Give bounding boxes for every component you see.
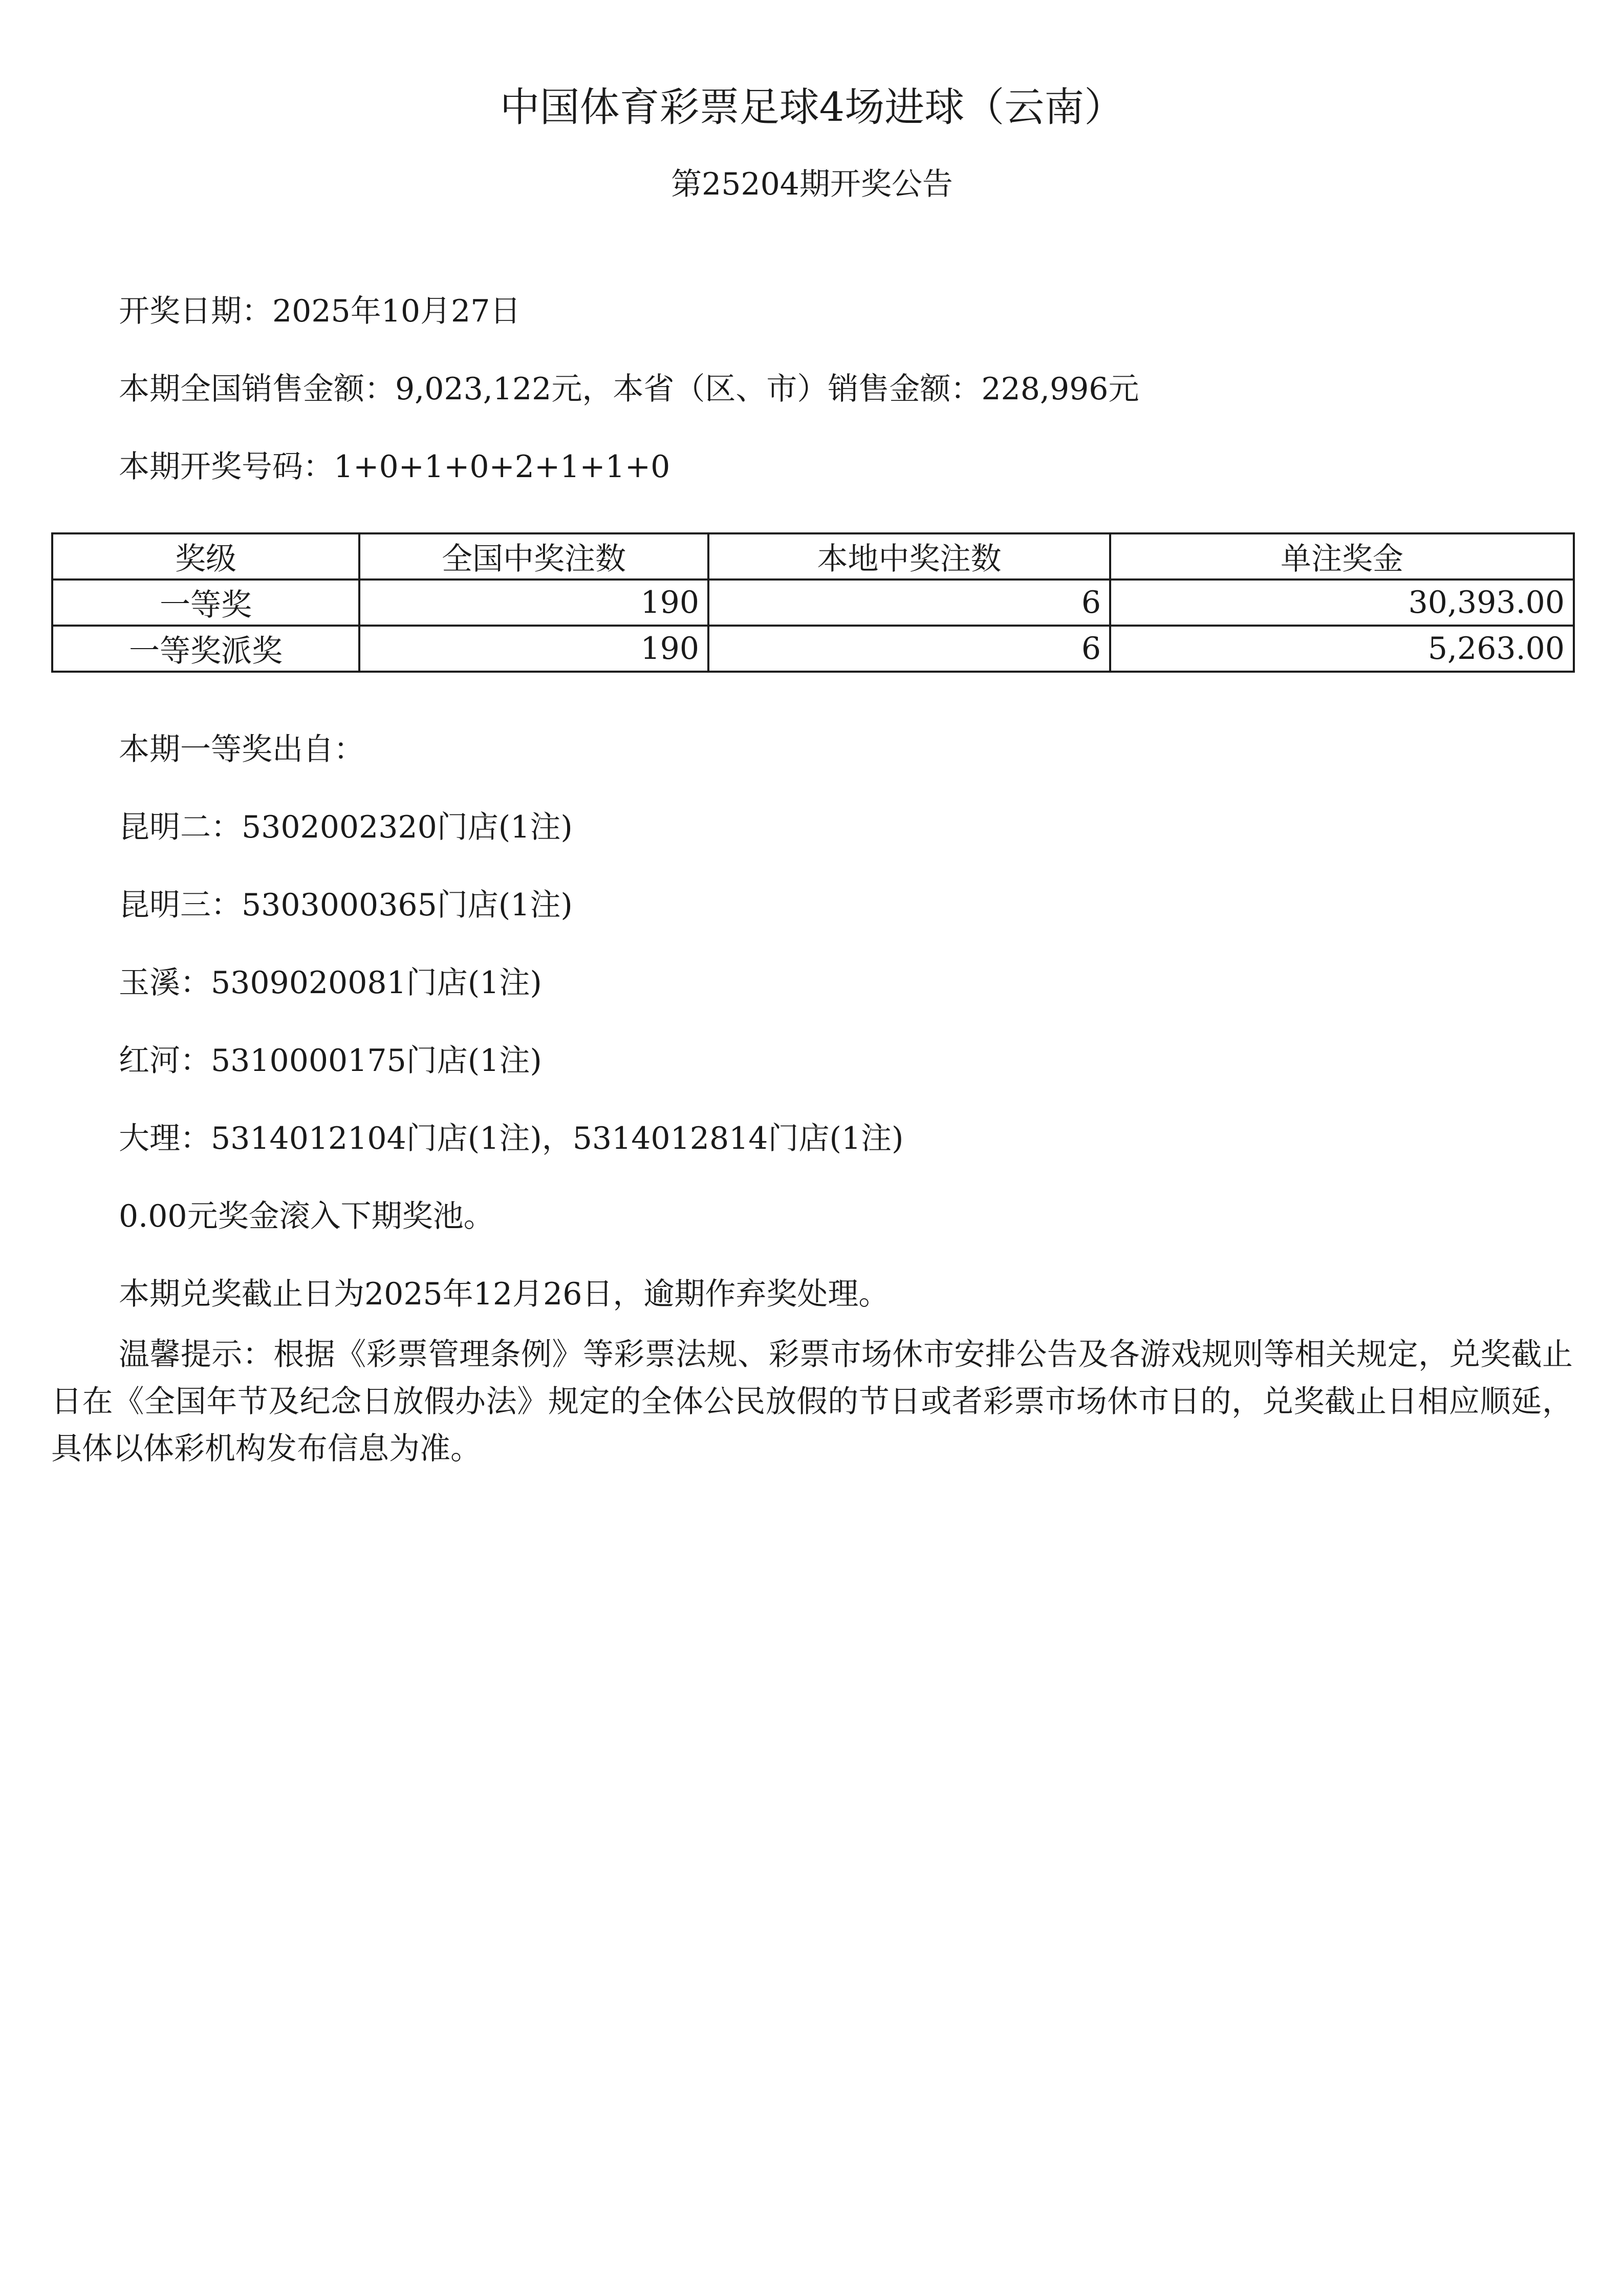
column-header-local-winners: 本地中奖注数 <box>708 533 1110 580</box>
reminder-notice: 温馨提示：根据《彩票管理条例》等彩票法规、彩票市场休市安排公告及各游戏规则等相关规定，兑奖截止日在《全国年节及纪念日放假办法》规定的全体公民放假的节日或者彩票市场休市日的，兑奖截止日相应顺延，具体以体彩机构发布信息为准。 <box>51 1337 1573 1467</box>
draw-date: 开奖日期：2025年10月27日 <box>119 293 521 329</box>
column-header-prize-amount: 单注奖金 <box>1110 533 1574 580</box>
prize-table <box>51 532 1575 673</box>
winner-store: 昆明二：5302002320门店(1注) <box>119 809 573 845</box>
cell-prize-amount: 5,263.00 <box>1110 626 1574 672</box>
cell-prize-amount: 30,393.00 <box>1110 580 1574 626</box>
claim-deadline: 本期兑奖截止日为2025年12月26日，逾期作弃奖处理。 <box>119 1276 890 1312</box>
winner-store: 红河：5310000175门店(1注) <box>119 1043 542 1079</box>
page-title: 中国体育彩票足球4场进球（云南） <box>500 84 1124 131</box>
table-header-row <box>52 533 1574 580</box>
table-row <box>52 626 1574 672</box>
cell-national-winners: 190 <box>359 626 708 672</box>
winning-numbers: 本期开奖号码：1+0+1+0+2+1+1+0 <box>119 449 670 485</box>
cell-local-winners: 6 <box>708 580 1110 626</box>
cell-prize-level: 一等奖 <box>52 580 359 626</box>
column-header-national-winners: 全国中奖注数 <box>359 533 708 580</box>
cell-local-winners: 6 <box>708 626 1110 672</box>
rollover-note: 0.00元奖金滚入下期奖池。 <box>119 1198 494 1234</box>
column-header-prize-level: 奖级 <box>52 533 359 580</box>
winner-store: 玉溪：5309020081门店(1注) <box>119 965 542 1001</box>
issue-subtitle: 第25204期开奖公告 <box>671 166 953 202</box>
winner-store: 大理：5314012104门店(1注)，5314012814门店(1注) <box>119 1121 904 1156</box>
winners-heading: 本期一等奖出自： <box>119 732 364 767</box>
cell-national-winners: 190 <box>359 580 708 626</box>
table-row <box>52 580 1574 626</box>
cell-prize-level: 一等奖派奖 <box>52 626 359 672</box>
sales-amount: 本期全国销售金额：9,023,122元，本省（区、市）销售金额：228,996元 <box>119 371 1139 407</box>
winner-store: 昆明三：5303000365门店(1注) <box>119 887 573 923</box>
